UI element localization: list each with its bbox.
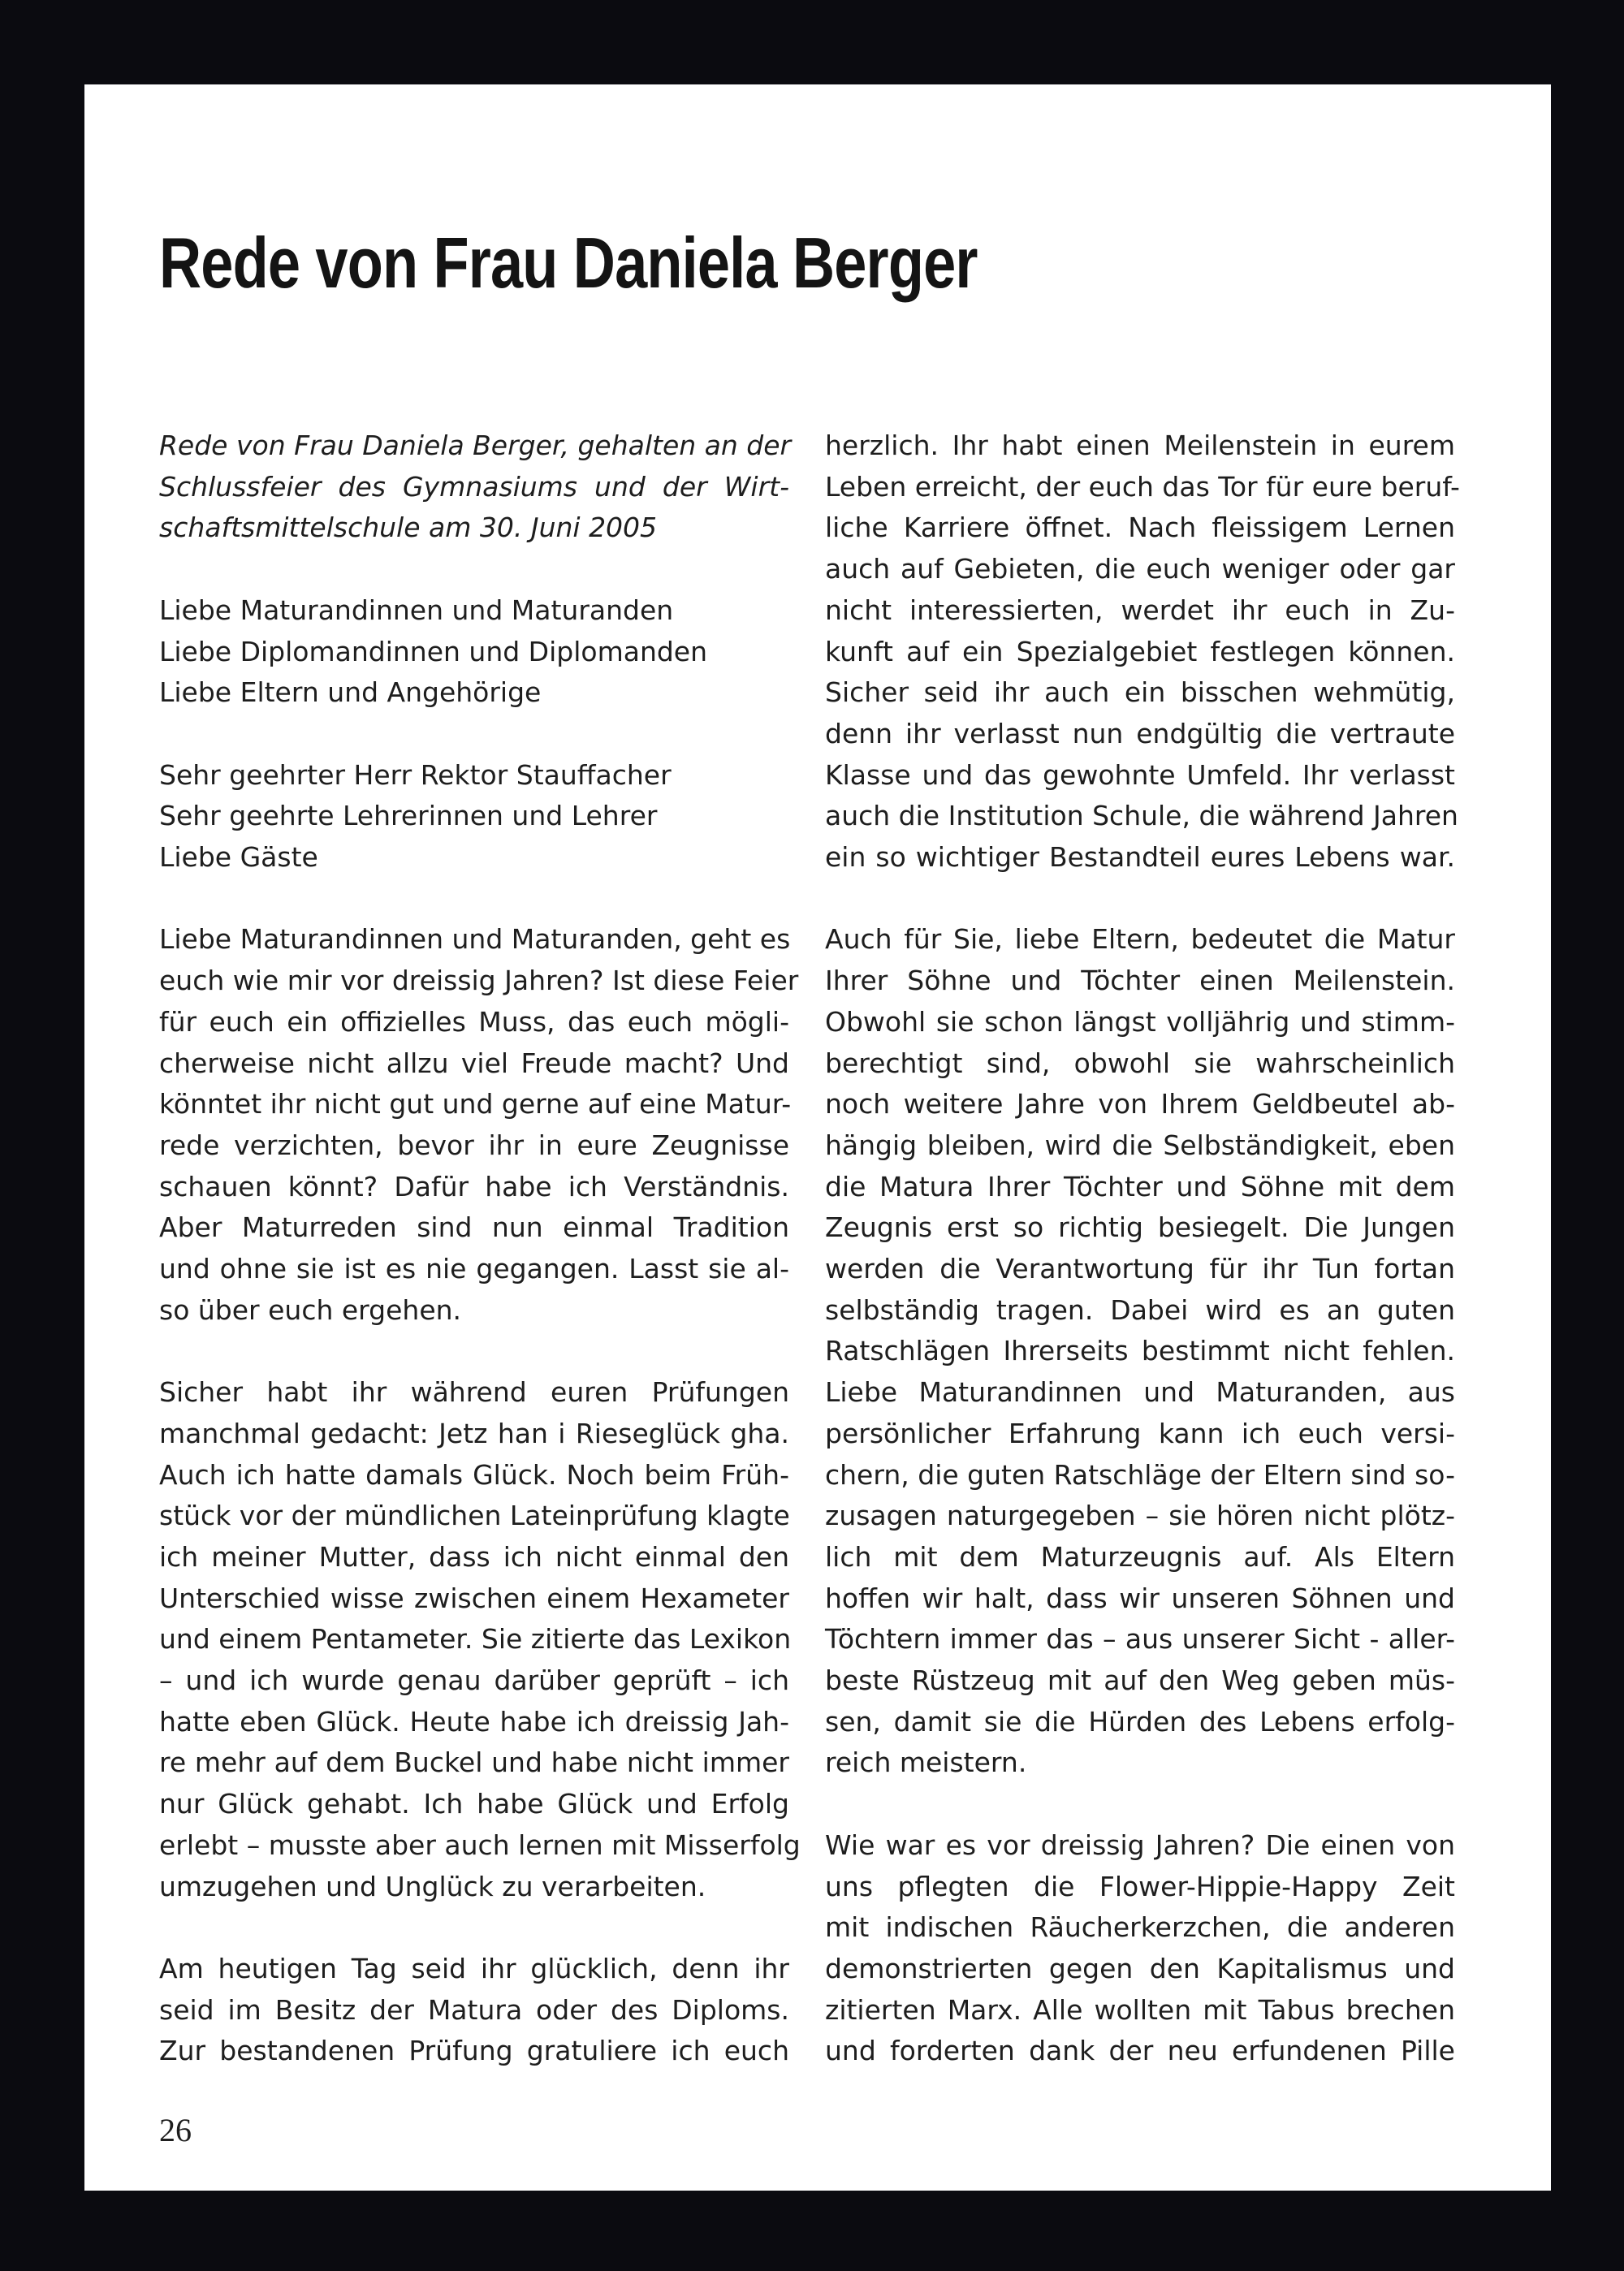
text-line: lich mit dem Maturzeugnis auf. Als Eltern <box>825 1540 1455 1573</box>
text-line: schauen könnt? Dafür habe ich Verständnis. <box>159 1170 789 1202</box>
text-line: berechtigt sind, obwohl sie wahrscheinlich <box>825 1047 1455 1079</box>
text-line: chern, die guten Ratschläge der Eltern sind so- <box>825 1458 1455 1491</box>
page-number: 26 <box>159 2112 192 2148</box>
text-line: zusagen naturgegeben – sie hören nicht plötz- <box>825 1500 1455 1532</box>
document-page <box>84 84 1551 2191</box>
body-paragraph <box>825 425 1460 879</box>
text-line: – und ich wurde genau darüber geprüft – ich <box>159 1664 789 1697</box>
text-line: Am heutigen Tag seid ihr glücklich, denn ihr <box>159 1952 789 1984</box>
text-line: Rede von Frau Daniela Berger, gehalten an der <box>159 430 792 461</box>
text-line: Leben erreicht, der euch das Tor für eure beruf- <box>825 470 1460 503</box>
page-title: Rede von Frau Daniela Berger <box>159 222 978 303</box>
text-line: Töchtern immer das – aus unserer Sicht - aller- <box>825 1623 1455 1656</box>
text-line: und ohne sie ist es nie gegangen. Lasst sie al- <box>159 1253 789 1285</box>
text-line: Ihrer Söhne und Töchter einen Meilenstein. <box>825 965 1455 997</box>
text-line: hängig bleiben, wird die Selbständigkeit, eben <box>825 1129 1455 1161</box>
text-line: re mehr auf dem Buckel und habe nicht immer <box>159 1746 789 1779</box>
text-line: rede verzichten, bevor ihr in eure Zeugnisse <box>159 1129 789 1161</box>
text-line: schaftsmittelschule am 30. Juni 2005 <box>159 512 658 544</box>
salutation-staff <box>159 755 789 879</box>
text-line: manchmal gedacht: Jetz han i Rieseglück gha. <box>159 1417 789 1449</box>
text-line: euch wie mir vor dreissig Jahren? Ist diese Feier <box>159 965 799 997</box>
text-line: Liebe Maturandinnen und Maturanden, aus <box>825 1376 1455 1409</box>
text-line: Ratschlägen Ihrerseits bestimmt nicht fehlen. <box>825 1335 1455 1367</box>
text-line: seid im Besitz der Matura oder des Diploms. <box>159 1993 789 2026</box>
text-line: Liebe Diplomandinnen und Diplomanden <box>159 635 708 667</box>
text-line: hatte eben Glück. Heute habe ich dreissig Jah- <box>159 1705 789 1738</box>
text-line: Klasse und das gewohnte Umfeld. Ihr verlasst <box>825 758 1455 791</box>
text-line: nicht interessierten, werdet ihr euch in Zu- <box>825 594 1455 626</box>
text-line: könntet ihr nicht gut und gerne auf eine Matur- <box>159 1088 792 1120</box>
text-line: auch die Institution Schule, die während Jahren <box>825 800 1458 832</box>
text-line: Liebe Maturandinnen und Maturanden, geht es <box>159 923 791 956</box>
text-line: Sicher seid ihr auch ein bisschen wehmütig, <box>825 676 1455 709</box>
text-line: Obwohl sie schon längst volljährig und stimm- <box>825 1005 1455 1038</box>
body-paragraph <box>159 1372 801 1907</box>
text-line: Zeugnis erst so richtig besiegelt. Die Jungen <box>825 1211 1455 1244</box>
text-line: Auch ich hatte damals Glück. Noch beim Früh- <box>159 1458 789 1491</box>
text-line: Sehr geehrter Herr Rektor Stauffacher <box>159 758 672 791</box>
text-line: Schlussfeier des Gymnasiums und der Wirt- <box>159 470 789 503</box>
text-line: Wie war es vor dreissig Jahren? Die einen von <box>825 1828 1455 1861</box>
text-line: so über euch ergehen. <box>159 1293 462 1326</box>
text-line: und einem Pentameter. Sie zitierte das Lexikon <box>159 1623 792 1656</box>
text-line: und forderten dank der neu erfundenen Pille <box>825 2035 1455 2067</box>
text-line: Sicher habt ihr während euren Prüfungen <box>159 1376 789 1409</box>
text-line: Unterschied wisse zwischen einem Hexameter <box>159 1582 789 1614</box>
text-line: noch weitere Jahre von Ihrem Geldbeutel ab- <box>825 1088 1455 1120</box>
body-paragraph <box>825 919 1455 1784</box>
text-line: ich meiner Mutter, dass ich nicht einmal den <box>159 1540 789 1573</box>
text-line: nur Glück gehabt. Ich habe Glück und Erfolg <box>159 1788 789 1820</box>
text-line: Liebe Eltern und Angehörige <box>159 676 542 709</box>
text-line: demonstrierten gegen den Kapitalismus und <box>825 1952 1455 1984</box>
text-line: selbständig tragen. Dabei wird es an guten <box>825 1293 1455 1326</box>
text-line: uns pflegten die Flower-Hippie-Happy Zeit <box>825 1870 1455 1902</box>
text-line: werden die Verantwortung für ihr Tun fortan <box>825 1253 1455 1285</box>
text-line: Liebe Maturandinnen und Maturanden <box>159 594 674 626</box>
text-line: cherweise nicht allzu viel Freude macht? Und <box>159 1047 789 1079</box>
text-line: denn ihr verlasst nun endgültig die vertraute <box>825 717 1455 749</box>
text-line: Liebe Gäste <box>159 841 318 873</box>
text-line: stück vor der mündlichen Lateinprüfung klagte <box>159 1500 790 1532</box>
body-paragraph <box>159 919 799 1331</box>
text-line: Auch für Sie, liebe Eltern, bedeutet die Matur <box>825 923 1455 956</box>
text-line: herzlich. Ihr habt einen Meilenstein in eurem <box>825 430 1455 461</box>
left-column <box>159 425 801 2072</box>
text-line: auch auf Gebieten, die euch weniger oder gar <box>825 553 1455 585</box>
body-paragraph <box>825 1825 1455 2072</box>
text-line: umzugehen und Unglück zu verarbeiten. <box>159 1870 706 1902</box>
text-line: erlebt – musste aber auch lernen mit Misserfolg <box>159 1828 801 1861</box>
text-line: die Matura Ihrer Töchter und Söhne mit dem <box>825 1170 1455 1202</box>
text-line: sen, damit sie die Hürden des Lebens erfolg- <box>825 1705 1455 1738</box>
text-line: Sehr geehrte Lehrerinnen und Lehrer <box>159 800 658 832</box>
text-line: kunft auf ein Spezialgebiet festlegen können. <box>825 635 1455 667</box>
text-line: liche Karriere öffnet. Nach fleissigem Lernen <box>825 512 1455 544</box>
right-column <box>825 425 1460 2072</box>
text-line: mit indischen Räucherkerzchen, die anderen <box>825 1911 1455 1944</box>
intro-italic-paragraph <box>159 425 792 549</box>
text-line: Aber Maturreden sind nun einmal Tradition <box>159 1211 789 1244</box>
text-line: Zur bestandenen Prüfung gratuliere ich euch <box>159 2035 789 2067</box>
text-line: ein so wichtiger Bestandteil eures Lebens war. <box>825 841 1455 874</box>
text-line: beste Rüstzeug mit auf den Weg geben müs- <box>825 1664 1455 1697</box>
text-line: hoffen wir halt, dass wir unseren Söhnen und <box>825 1582 1455 1614</box>
body-paragraph <box>159 1949 789 2072</box>
salutation-students <box>159 590 789 714</box>
text-line: für euch ein offizielles Muss, das euch mögli- <box>159 1005 789 1038</box>
text-line: zitierten Marx. Alle wollten mit Tabus brechen <box>825 1993 1455 2026</box>
text-line: persönlicher Erfahrung kann ich euch versi- <box>825 1417 1455 1449</box>
text-line: reich meistern. <box>825 1746 1027 1779</box>
